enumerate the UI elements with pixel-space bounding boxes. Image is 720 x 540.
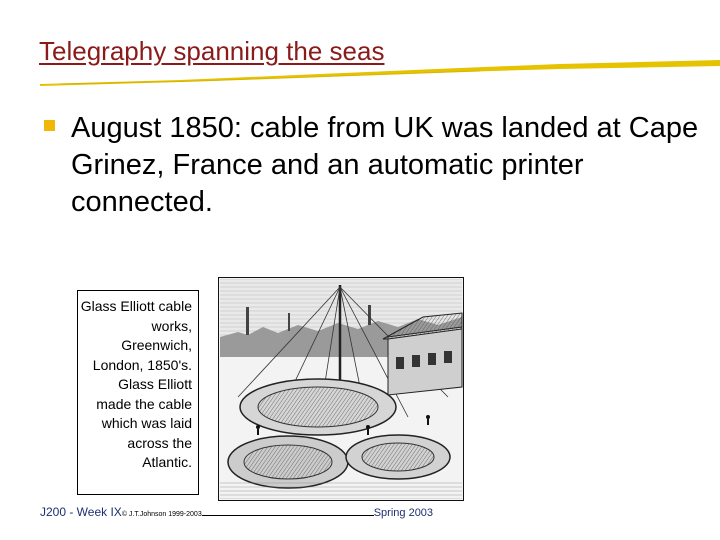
cable-works-engraving-image: [218, 277, 464, 501]
caption-text: Glass Elliott cable works, Greenwich, London, 1850's. Glass Elliott made the cable which was laid across the Atlantic.: [80, 298, 192, 470]
slide-title: Telegraphy spanning the seas: [39, 36, 385, 66]
caption-box: [77, 290, 199, 495]
footer-course: J200 - Week IX: [40, 505, 122, 519]
footer-copyright: © J.T.Johnson 1999-2003: [121, 511, 202, 518]
title-underline-rule: [0, 60, 720, 100]
square-bullet-icon: [44, 120, 55, 131]
footer-line: [202, 515, 374, 516]
footer-term: Spring 2003: [373, 507, 434, 519]
bullet-text: August 1850: cable from UK was landed at Cape Grinez, France and an automatic printer connected.: [71, 112, 699, 218]
slide-footer: [40, 505, 433, 519]
